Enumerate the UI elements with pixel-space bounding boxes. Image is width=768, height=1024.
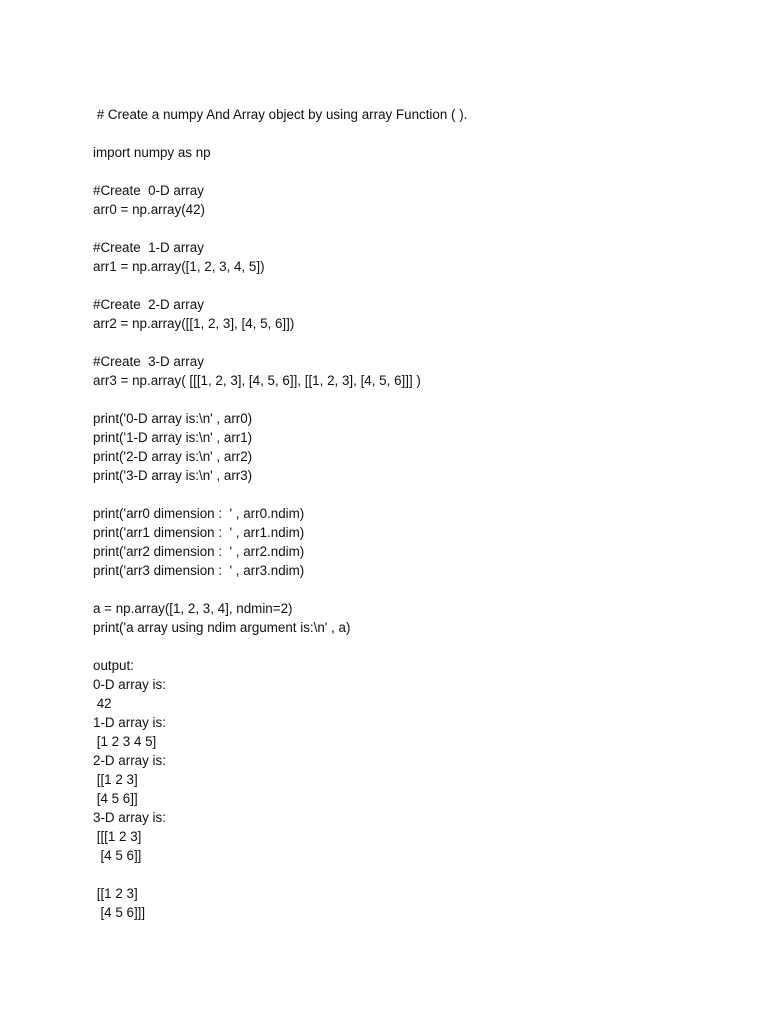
- document-line: print('arr2 dimension : ' , arr2.ndim): [93, 544, 305, 559]
- document-line: [4 5 6]]: [93, 791, 138, 806]
- document-line: print('1-D array is:\n' , arr1): [93, 430, 253, 445]
- document-line: print('arr1 dimension : ' , arr1.ndim): [93, 525, 305, 540]
- document-line: [[1 2 3]: [93, 886, 138, 901]
- document-line: 1-D array is:: [93, 715, 166, 730]
- document-line: [4 5 6]]]: [93, 905, 146, 920]
- document-line: a = np.array([1, 2, 3, 4], ndmin=2): [93, 601, 293, 616]
- document-line: 2-D array is:: [93, 753, 166, 768]
- document-line: output:: [93, 658, 134, 673]
- document-line: #Create 2-D array: [93, 297, 204, 312]
- document-line: [[[1 2 3]: [93, 829, 142, 844]
- document-line: [[1 2 3]: [93, 772, 138, 787]
- document-line: [93, 124, 753, 143]
- document-line: [93, 333, 753, 352]
- document-line: print('arr3 dimension : ' , arr3.ndim): [93, 563, 305, 578]
- document-line: #Create 3-D array: [93, 354, 204, 369]
- document-line: import numpy as np: [93, 145, 211, 160]
- document-line: arr3 = np.array( [[[1, 2, 3], [4, 5, 6]], [[1, 2, 3], [4, 5, 6]]] ): [93, 373, 421, 388]
- document-line: [93, 276, 753, 295]
- document-line: [4 5 6]]: [93, 848, 142, 863]
- document-line: # Create a numpy And Array object by using array Function ( ).: [93, 107, 468, 122]
- document-line: print('arr0 dimension : ' , arr0.ndim): [93, 506, 305, 521]
- document-line: [93, 219, 753, 238]
- document-line: #Create 0-D array: [93, 183, 204, 198]
- document-line: [1 2 3 4 5]: [93, 734, 157, 749]
- document-line: arr2 = np.array([[1, 2, 3], [4, 5, 6]]): [93, 316, 295, 331]
- document-line: arr0 = np.array(42): [93, 202, 206, 217]
- document-line: arr1 = np.array([1, 2, 3, 4, 5]): [93, 259, 265, 274]
- document-line: 42: [93, 696, 112, 711]
- document-line: [93, 390, 753, 409]
- document-line: [93, 637, 753, 656]
- document-line: 0-D array is:: [93, 677, 166, 692]
- document-line: [93, 162, 753, 181]
- document-line: #Create 1-D array: [93, 240, 204, 255]
- document-line: print('3-D array is:\n' , arr3): [93, 468, 253, 483]
- document-line: print('a array using ndim argument is:\n' , a): [93, 620, 351, 635]
- document-text: [93, 105, 753, 922]
- document-line: print('2-D array is:\n' , arr2): [93, 449, 253, 464]
- document-line: 3-D array is:: [93, 810, 166, 825]
- document-line: [93, 865, 753, 884]
- document-line: print('0-D array is:\n' , arr0): [93, 411, 253, 426]
- document-line: [93, 580, 753, 599]
- document-line: [93, 485, 753, 504]
